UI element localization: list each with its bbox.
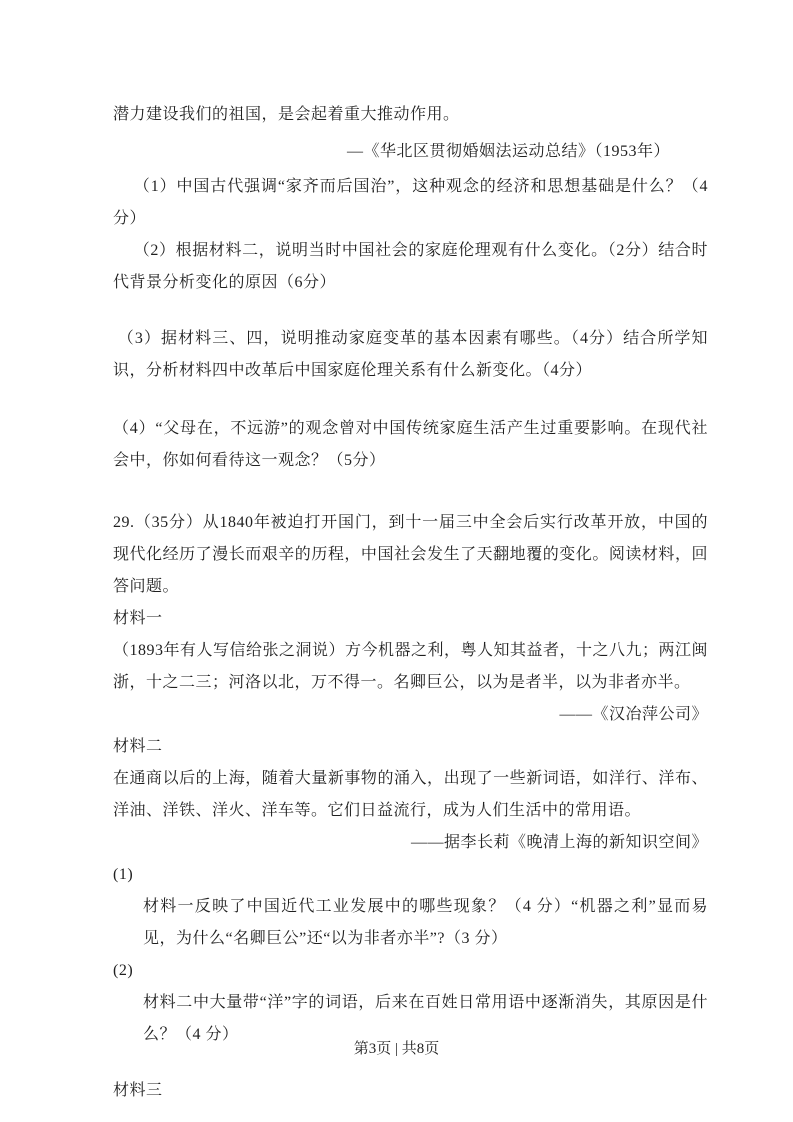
q28-continuation-text: 潜力建设我们的祖国，是会起着重大推动作用。 (113, 106, 460, 123)
q29-material1-source: ——《汉冶萍公司》 (559, 706, 708, 723)
q29-material2-text: 在通商以后的上海，随着大量新事物的涌入，出现了一些新词语，如洋行、洋布、洋油、洋铁、洋火、洋车等。它们日益流行，成为人们生活中的常用语。 (113, 770, 708, 819)
q29-sub1-label: (1) (113, 866, 134, 883)
q29-material2-source: ——据李长莉《晚清上海的新知识空间》 (410, 834, 708, 851)
q28-question-1: （1）中国古代强调“家齐而后国治”，这种观念的经济和思想基础是什么？（4分） (113, 178, 708, 227)
q28-question-3: （3）据材料三、四，说明推动家庭变革的基本因素有哪些。（4分）结合所学知识，分析材料四中改革后中国家庭伦理关系有什么新变化。（4分） (113, 330, 708, 379)
q29-material1-label: 材料一 (113, 610, 163, 627)
q29-material1-text: （1893年有人写信给张之洞说）方今机器之利，粤人知其益者，十之八九；两江闽浙，十之二三；河洛以北，万不得一。名卿巨公，以为是者半，以为非者亦半。 (113, 642, 709, 691)
q29-sub2-text: 材料二中大量带“洋”字的词语，后来在百姓日常用语中逐渐消失，其原因是什么？（4 分） (143, 994, 708, 1043)
exam-page-content (113, 99, 708, 1107)
q29-stem: 29.（35分）从1840年被迫打开国门，到十一届三中全会后实行改革开放，中国的现代化经历了漫长而艰辛的历程，中国社会发生了天翻地覆的变化。阅读材料，回答问题。 (113, 514, 708, 595)
q29-material3-label: 材料三 (113, 1082, 163, 1099)
q29-material2-label: 材料二 (113, 738, 163, 755)
q28-question-4: （4）“父母在，不远游”的观念曾对中国传统家庭生活产生过重要影响。在现代社会中，你如何看待这一观念？（5分） (113, 420, 708, 469)
page-footer: 第3页 | 共8页 (353, 1041, 440, 1057)
q29-sub1-text: 材料一反映了中国近代工业发展中的哪些现象？（4 分）“机器之利”显而易见，为什么“名卿巨公”还“以为非者亦半”?（3 分） (143, 898, 708, 947)
q28-question-2: （2）根据材料二，说明当时中国社会的家庭伦理观有什么变化。（2分）结合时代背景分析变化的原因（6分） (113, 242, 708, 291)
q29-sub2-label: (2) (113, 962, 134, 979)
q28-material-source: —《华北区贯彻婚姻法运动总结》（1953年） (346, 143, 670, 160)
